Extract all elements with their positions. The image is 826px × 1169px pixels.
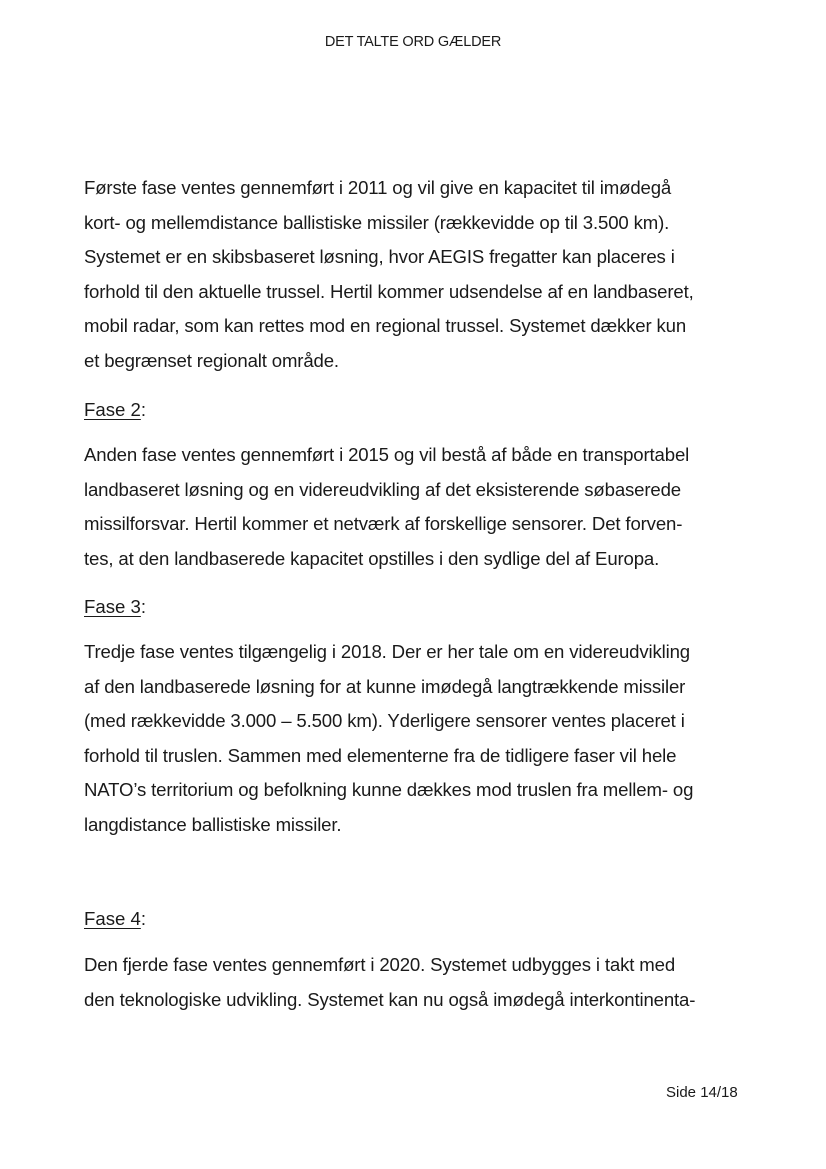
text-line: Anden fase ventes gennemført i 2015 og vil bestå af både en transportabel — [84, 444, 690, 465]
page-number: Side 14/18 — [666, 1084, 738, 1101]
text-line: den teknologiske udvikling. Systemet kan nu også imødegå interkontinenta- — [84, 988, 696, 1010]
heading-suffix: : — [140, 399, 147, 420]
text-line: et begrænset regionalt område. — [84, 349, 339, 371]
text-line: kort- og mellemdistance ballistiske missiler (rækkevidde op til 3.500 km). — [84, 211, 670, 233]
text-line: Den fjerde fase ventes gennemført i 2020. Systemet udbygges i takt med — [84, 954, 676, 975]
text-line: forhold til den aktuelle trussel. Hertil kommer udsendelse af en landbaseret, — [84, 280, 694, 302]
text-line: landbaseret løsning og en videreudvikling af det eksisterende søbaserede — [84, 478, 681, 500]
heading-suffix: : — [140, 596, 147, 617]
paragraph-phase-1 — [84, 171, 764, 379]
text-line: af den landbaserede løsning for at kunne imødegå langtrækkende missiler — [84, 675, 686, 697]
heading-suffix: : — [140, 908, 147, 929]
text-line: mobil radar, som kan rettes mod en regional trussel. Systemet dækker kun — [84, 315, 687, 337]
text-line: forhold til truslen. Sammen med elementerne fra de tidligere faser vil hele — [84, 744, 677, 766]
paragraph-phase-3 — [84, 635, 764, 843]
text-line: Systemet er en skibsbaseret løsning, hvor AEGIS fregatter kan placeres i — [84, 246, 675, 268]
text-line: (med rækkevidde 3.000 – 5.500 km). Yderligere sensorer ventes placeret i — [84, 710, 685, 732]
paragraph-phase-4 — [84, 948, 764, 1017]
text-line: Tredje fase ventes tilgængelig i 2018. Der er her tale om en videreudvikling — [84, 641, 690, 662]
paragraph-phase-2 — [84, 438, 764, 576]
text-line: tes, at den landbaserede kapacitet opstilles i den sydlige del af Europa. — [84, 547, 660, 569]
heading-label: Fase 2 — [84, 399, 141, 420]
heading-label: Fase 3 — [84, 596, 141, 617]
text-line: missilforsvar. Hertil kommer et netværk af forskellige sensorer. Det forven- — [84, 513, 683, 535]
heading-fase-3 — [84, 593, 146, 621]
text-line: NATO’s territorium og befolkning kunne dækkes mod truslen fra mellem- og — [84, 779, 694, 801]
page-header: DET TALTE ORD GÆLDER — [324, 34, 502, 50]
text-line: langdistance ballistiske missiler. — [84, 813, 342, 835]
heading-label: Fase 4 — [84, 908, 141, 929]
heading-fase-2 — [84, 396, 146, 424]
heading-fase-4 — [84, 905, 146, 933]
text-line: Første fase ventes gennemført i 2011 og vil give en kapacitet til imødegå — [84, 177, 672, 198]
